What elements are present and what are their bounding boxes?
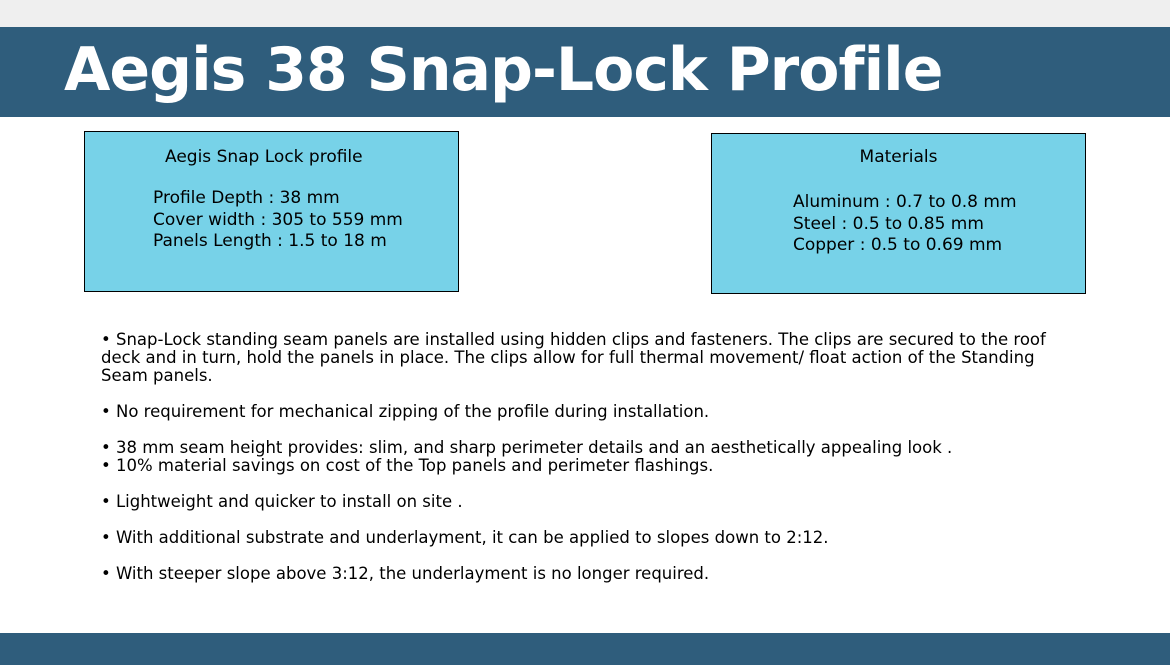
bullet-lightweight: • Lightweight and quicker to install on site .	[101, 492, 463, 511]
profile-spec-list	[153, 188, 403, 253]
aluminum-line: Aluminum : 0.7 to 0.8 mm	[793, 192, 1017, 212]
bullet-material-savings: • 10% material savings on cost of the Top panels and perimeter flashings.	[101, 456, 714, 475]
materials-info-box	[711, 133, 1086, 294]
top-strip	[0, 0, 1170, 27]
bottom-banner	[0, 633, 1170, 665]
slide-title: Aegis 38 Snap-Lock Profile	[64, 35, 943, 105]
bullet-hidden-clips: • Snap-Lock standing seam panels are installed using hidden clips and fasteners. The clips are secured to the roof deck and in turn, hold the panels in place. The clips allow for full thermal movement/ float action of the Standing Seam panels.	[101, 330, 1046, 385]
profile-depth-line: Profile Depth : 38 mm	[153, 188, 340, 208]
profile-box-heading: Aegis Snap Lock profile	[165, 147, 363, 167]
steel-line: Steel : 0.5 to 0.85 mm	[793, 213, 984, 234]
bullet-no-zipping: • No requirement for mechanical zipping of the profile during installation.	[101, 402, 710, 421]
materials-box-heading: Materials	[859, 147, 938, 167]
feature-bullet-list	[101, 331, 1061, 583]
bullet-slope-2-12: • With additional substrate and underlayment, it can be applied to slopes down to 2:12.	[101, 528, 829, 547]
materials-list	[793, 192, 1017, 257]
panels-length-line: Panels Length : 1.5 to 18 m	[153, 231, 387, 251]
bullet-slope-3-12: • With steeper slope above 3:12, the underlayment is no longer required.	[101, 564, 710, 583]
cover-width-line: Cover width : 305 to 559 mm	[153, 209, 403, 230]
bullet-seam-height: • 38 mm seam height provides: slim, and sharp perimeter details and an aesthetically appealing look .	[101, 438, 953, 457]
copper-line: Copper : 0.5 to 0.69 mm	[793, 235, 1003, 255]
profile-info-box	[84, 131, 459, 292]
